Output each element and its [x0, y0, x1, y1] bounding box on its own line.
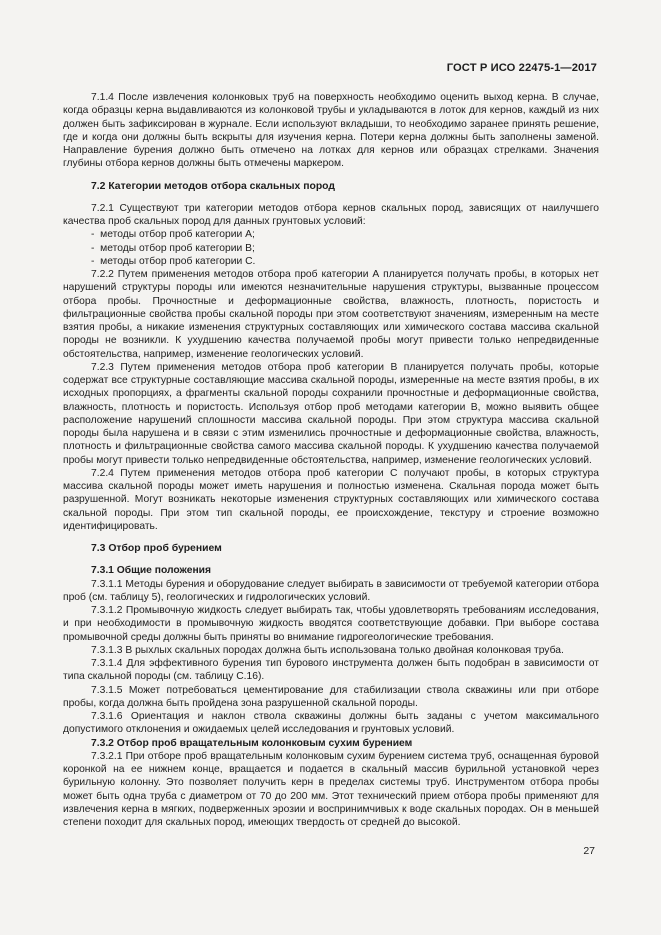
section-heading-7-2: 7.2 Категории методов отбора скальных пород	[91, 180, 335, 192]
paragraph-7-3-1-6: 7.3.1.6 Ориентация и наклон ствола скважины должны быть заданы с учетом максимального допустимого отклонения и ожидаемых целей исследования и грунтовых условий.	[63, 711, 599, 736]
paragraph-7-2-1: 7.2.1 Существуют три категории методов отбора кернов скальных пород, зависящих от наилучшего качества проб скальных пород для данных грунтовых условий:	[63, 202, 599, 227]
paragraph-7-3-1-3: 7.3.1.3 В рыхлых скальных породах должна быть использована только двойная колонковая труба.	[91, 644, 564, 656]
subsection-heading-7-3-1: 7.3.1 Общие положения	[91, 565, 211, 577]
paragraph-7-3-1-2: 7.3.1.2 Промывочную жидкость следует выбирать так, чтобы удовлетворять требованиям исследования, и при необходимости в промывочную жидкость вводятся соответствующие добавки. При выборе состава промывочной среды должны быть приняты во внимание гидрогеологические требования.	[63, 605, 599, 643]
list-item: - методы отбор проб категории С.	[91, 255, 599, 268]
list-item: - методы отбор проб категории В;	[91, 242, 599, 255]
paragraph-7-3-1-1: 7.3.1.1 Методы бурения и оборудование следует выбирать в зависимости от требуемой категории отбора проб (см. таблицу 5), геологических и гидрологических условий.	[63, 578, 599, 603]
paragraph-7-2-4: 7.2.4 Путем применения методов отбора проб категории С получают пробы, в которых структура массива скальной породы может иметь нарушения и полностью изменена. Скальная порода может быть разрушенной. Могут возникать некоторые изменения структурных составляющих или химического состава скальной породы. При этом тип скальной породы, ее происхождение, текстуру и строение возможно идентифицировать.	[63, 467, 599, 532]
category-list	[63, 228, 599, 268]
paragraph-7-2-3: 7.2.3 Путем применения методов отбора проб категории В планируется получать пробы, которые содержат все структурные составляющие массива скальной породы, измеренные на месте взятия пробы, в их исходных пропорциях, а фрагменты скальной породы сохранили прочностные и деформационные свойства, влажность, плотность и пористость. Используя отбор проб методами категории В, можно выявить общее расположение нарушений сплошности массива скальной породы. При этом структура массива скальной породы была нарушена и в связи с этим изменились прочностные и деформационные свойства, влажность, плотность и фильтрационные свойства самого массива скальной породы. К ухудшению качества получаемой пробы могут привести только непредвиденные обстоятельства, например, изменение геологических условий.	[63, 361, 599, 466]
paragraph-7-3-1-5: 7.3.1.5 Может потребоваться цементирование для стабилизации ствола скважины или при отборе пробы, когда должна быть пройдена зона разрушенной скальной породы.	[63, 684, 599, 709]
document-body	[63, 91, 599, 829]
paragraph-7-3-1-4: 7.3.1.4 Для эффективного бурения тип бурового инструмента должен быть подобран в зависимости от типа скальной породы (см. таблицу С.16).	[63, 658, 599, 683]
paragraph-7-3-2-1: 7.3.2.1 При отборе проб вращательным колонковым сухим бурением система труб, оснащенная буровой коронкой на ее нижнем конце, вращается и подается в скальный массив бурильной установкой через бурильную колонну. Это позволяет получить керн в пределах системы труб. Инструментом отбора пробы может быть одна труба с диаметром от 70 до 200 мм. Этот технический прием отбора пробы применяют для извлечения керна в мягких, подверженных эрозии и воспринимчивых к воде скальных породах. Он в меньшей степени походит для скальных пород, имеющих твердость от средней до высокой.	[63, 750, 599, 828]
list-item: - методы отбор проб категории А;	[91, 228, 599, 241]
subsection-heading-7-3-2: 7.3.2 Отбор проб вращательным колонковым сухим бурением	[91, 737, 413, 749]
paragraph-7-2-2: 7.2.2 Путем применения методов отбора проб категории А планируется получать пробы, в которых нет нарушений структуры породы или имеются незначительные нарушения структуры, вызванные процессом отбора пробы. Прочностные и деформационные свойства, влажность, плотность, пористость и фильтрационные свойства пробы скальной породы при этом соответствуют значениям, измеренным на месте взятия пробы, а никакие изменения структурных составляющих или химического состава массива скальной породы не возникли. К ухудшению качества получаемой пробы могут привести только непредвиденные обстоятельства, например, изменение геологических условий.	[63, 269, 599, 360]
section-heading-7-3: 7.3 Отбор проб бурением	[91, 543, 222, 554]
document-header: ГОСТ Р ИСО 22475-1—2017	[446, 62, 597, 74]
paragraph-7-1-4: 7.1.4 После извлечения колонковых труб на поверхность необходимо оценить выход керна. В случае, когда образцы керна выдавливаются из колонковой трубы и укладываются в лоток для кернов, каждый из них должен быть зафиксирован в журнале. Если используют вкладыши, то необходимо заранее принять решение, где и когда они должны быть вскрыты для изучения керна. Потери керна должны быть заполнены заменой. Направление бурения должно быть отмечено на лотках для кернов или образцах стрелками. Значения глубины отбора кернов должны быть отмечены маркером.	[63, 92, 599, 170]
page-number: 27	[583, 845, 595, 857]
